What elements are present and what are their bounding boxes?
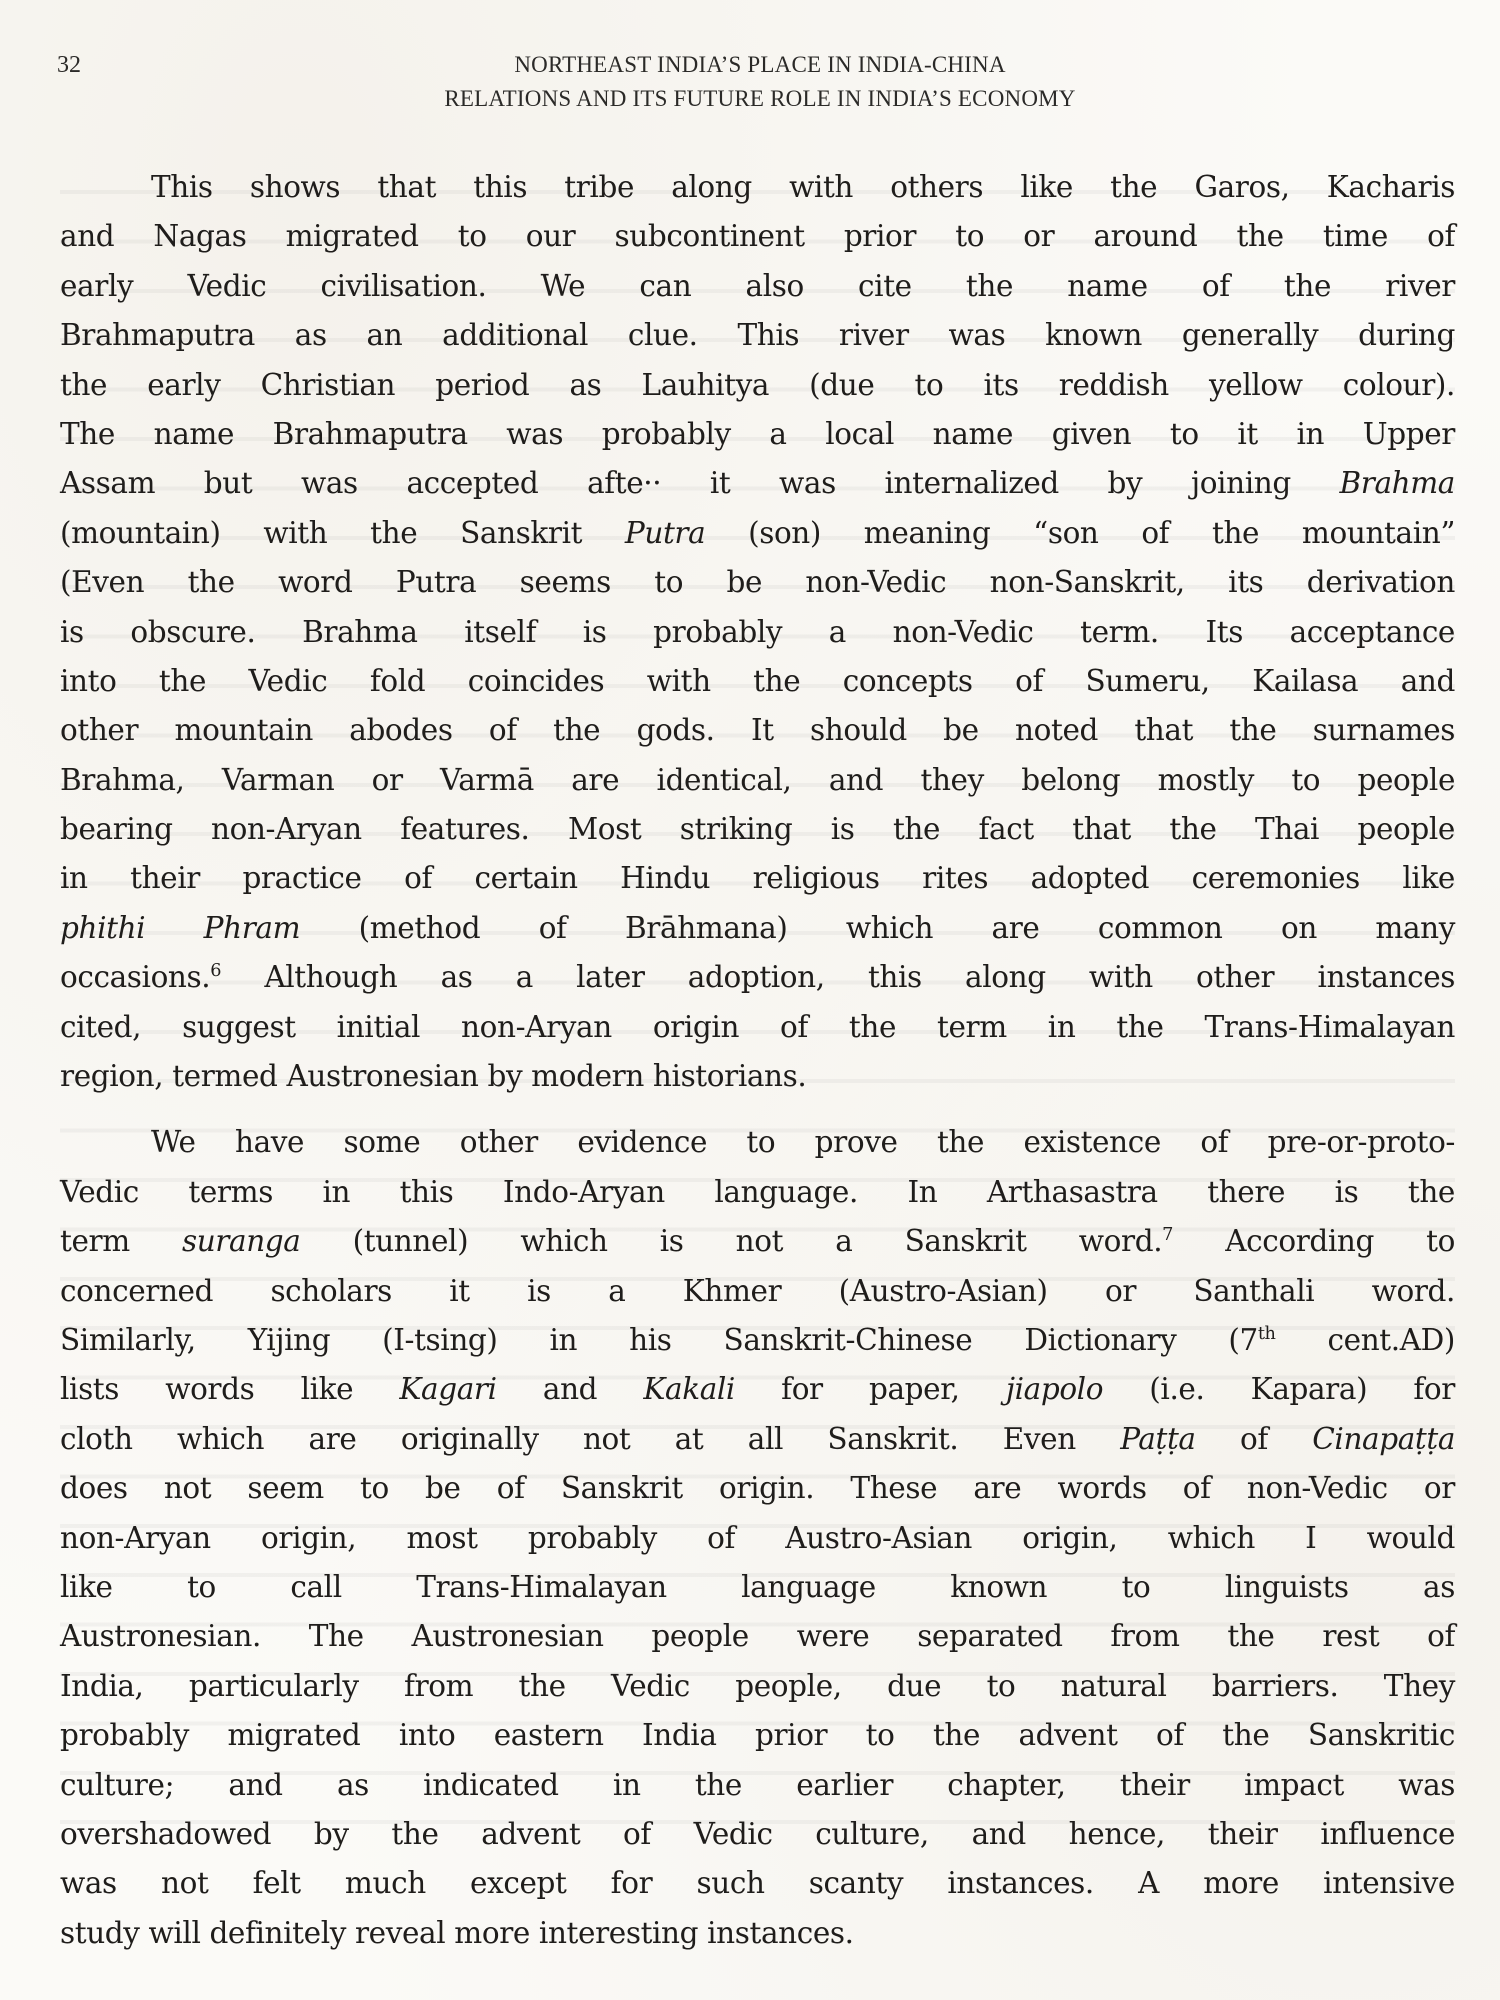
text-line xyxy=(60,361,1455,410)
text-run: and Nagas migrated to our subcontinent prior to or around the time of xyxy=(60,219,1455,254)
text-run: does not seem to be of Sanskrit origin. These are words of non-Vedic or xyxy=(60,1471,1455,1506)
text-run: This shows that this tribe along with others like the Garos, Kacharis xyxy=(151,170,1455,204)
text-line xyxy=(60,1810,1455,1859)
paragraph xyxy=(60,1118,1455,1958)
text-run: like to call Trans-Himalayan language known to linguists as xyxy=(60,1569,1455,1604)
footnote-marker: 7 xyxy=(1162,1225,1174,1246)
text-line xyxy=(60,756,1455,805)
text-run: Austronesian. The Austronesian people were separated from the rest of xyxy=(60,1619,1455,1654)
text-run: Brahma, Varman or Varmā are identical, and they belong mostly to people xyxy=(60,762,1455,797)
text-run: study will definitely reveal more interesting instances. xyxy=(60,1915,854,1950)
text-line xyxy=(60,1711,1455,1760)
text-run: into the Vedic fold coincides with the concepts of Sumeru, Kailasa and xyxy=(60,663,1455,698)
text-run: other mountain abodes of the gods. It should be noted that the surnames xyxy=(60,713,1455,748)
running-header-line-2: RELATIONS AND ITS FUTURE ROLE IN INDIA’S ECONOMY xyxy=(444,86,1076,111)
italic-term: Putra xyxy=(624,515,706,550)
paragraph xyxy=(60,163,1455,1101)
footnote-marker: th xyxy=(1257,1324,1276,1345)
text-run: is obscure. Brahma itself is probably a non-Vedic term. Its acceptance xyxy=(60,614,1455,649)
text-run: According to xyxy=(1173,1224,1455,1259)
text-line xyxy=(60,608,1455,657)
text-line xyxy=(60,410,1455,459)
text-run: concerned scholars it is a Khmer (Austro-Asian) or Santhali word. xyxy=(60,1273,1455,1308)
italic-term: Kagari xyxy=(399,1372,497,1407)
text-run: cent.AD) xyxy=(1275,1322,1455,1357)
text-line xyxy=(60,212,1455,261)
text-run: lists words like xyxy=(60,1372,400,1407)
text-line xyxy=(60,1612,1455,1661)
text-line xyxy=(60,953,1455,1002)
running-header-line-1: NORTHEAST INDIA’S PLACE IN INDIA-CHINA xyxy=(514,52,1006,77)
text-run: early Vedic civilisation. We can also cite the name of the river xyxy=(60,268,1455,303)
text-run: and xyxy=(496,1372,644,1407)
text-run: (i.e. Kapara) for xyxy=(1103,1372,1455,1407)
text-line xyxy=(60,904,1455,953)
text-run: Similarly, Yijing (I-tsing) in his Sanskrit-Chinese Dictionary (7 xyxy=(60,1322,1258,1357)
text-run: non-Aryan origin, most probably of Austro-Asian origin, which I would xyxy=(60,1520,1455,1555)
text-line xyxy=(60,1909,1455,1958)
italic-term: Cinapaṭṭa xyxy=(1312,1421,1456,1456)
text-run: (tunnel) which is not a Sanskrit word. xyxy=(300,1224,1163,1259)
text-line xyxy=(60,1514,1455,1563)
body-text xyxy=(60,163,1455,1958)
text-line xyxy=(60,1267,1455,1316)
paragraph-gap xyxy=(60,1101,1455,1118)
text-line xyxy=(60,1118,1455,1167)
text-run: cloth which are originally not at all Sanskrit. Even xyxy=(60,1421,1121,1456)
text-run: in their practice of certain Hindu religious rites adopted ceremonies like xyxy=(60,861,1455,896)
text-line xyxy=(60,163,1455,212)
text-line xyxy=(60,262,1455,311)
text-run: probably migrated into eastern India prior to the advent of the Sanskritic xyxy=(60,1718,1455,1753)
text-run: cited, suggest initial non-Aryan origin of the term in the Trans-Himalayan xyxy=(60,1009,1455,1044)
text-line xyxy=(60,1003,1455,1052)
text-line xyxy=(60,1859,1455,1908)
text-line xyxy=(60,1415,1455,1464)
text-line xyxy=(60,509,1455,558)
footnote-marker: 6 xyxy=(210,961,222,982)
text-line xyxy=(60,1761,1455,1810)
text-line xyxy=(60,1464,1455,1513)
text-line xyxy=(60,657,1455,706)
text-run: Brahmaputra as an additional clue. This river was known generally during xyxy=(60,318,1455,353)
text-line xyxy=(60,854,1455,903)
text-line xyxy=(60,706,1455,755)
page-number: 32 xyxy=(57,52,81,78)
text-line xyxy=(60,1052,1455,1101)
text-run: term xyxy=(60,1224,182,1259)
running-header xyxy=(260,48,1260,116)
text-run: region, termed Austronesian by modern historians. xyxy=(60,1059,807,1094)
text-run: The name Brahmaputra was probably a local name given to it in Upper xyxy=(60,416,1455,451)
text-run: the early Christian period as Lauhitya (due to its reddish yellow colour). xyxy=(60,367,1455,402)
text-run: We have some other evidence to prove the existence of pre-or-proto- xyxy=(151,1125,1455,1160)
text-run: of xyxy=(1195,1421,1313,1456)
text-run: (method of Brāhmana) which are common on many xyxy=(300,910,1455,945)
text-line xyxy=(60,1168,1455,1217)
text-line xyxy=(60,1217,1455,1266)
text-line xyxy=(60,1365,1455,1414)
italic-term: Kakali xyxy=(643,1372,735,1407)
text-run: was not felt much except for such scanty instances. A more intensive xyxy=(60,1866,1455,1901)
italic-term: Paṭṭa xyxy=(1120,1421,1196,1456)
italic-term: Brahma xyxy=(1339,466,1455,501)
text-run: for paper, xyxy=(734,1372,1006,1407)
text-run: Vedic terms in this Indo-Aryan language. In Arthasastra there is the xyxy=(60,1174,1455,1209)
text-line xyxy=(60,1563,1455,1612)
text-run: occasions. xyxy=(60,960,211,995)
text-line xyxy=(60,805,1455,854)
text-run: (son) meaning “son of the mountain” xyxy=(705,515,1456,550)
text-line xyxy=(60,1662,1455,1711)
text-run: overshadowed by the advent of Vedic culture, and hence, their influence xyxy=(60,1816,1455,1851)
text-run: India, particularly from the Vedic people, due to natural barriers. They xyxy=(60,1668,1455,1703)
text-line xyxy=(60,558,1455,607)
text-run: Although as a later adoption, this along with other instances xyxy=(221,960,1455,995)
text-run: (Even the word Putra seems to be non-Vedic non-Sanskrit, its derivation xyxy=(60,565,1455,600)
text-line xyxy=(60,459,1455,508)
text-run: (mountain) with the Sanskrit xyxy=(60,515,625,550)
text-run: culture; and as indicated in the earlier chapter, their impact was xyxy=(60,1767,1455,1802)
text-run: Assam but was accepted afte·· it was internalized by joining xyxy=(60,466,1340,501)
text-line xyxy=(60,1316,1455,1365)
italic-term: phithi Phram xyxy=(60,910,301,945)
italic-term: jiapolo xyxy=(1005,1372,1104,1407)
text-line xyxy=(60,311,1455,360)
italic-term: suranga xyxy=(181,1224,301,1259)
text-run: bearing non-Aryan features. Most striking is the fact that the Thai people xyxy=(60,812,1455,847)
